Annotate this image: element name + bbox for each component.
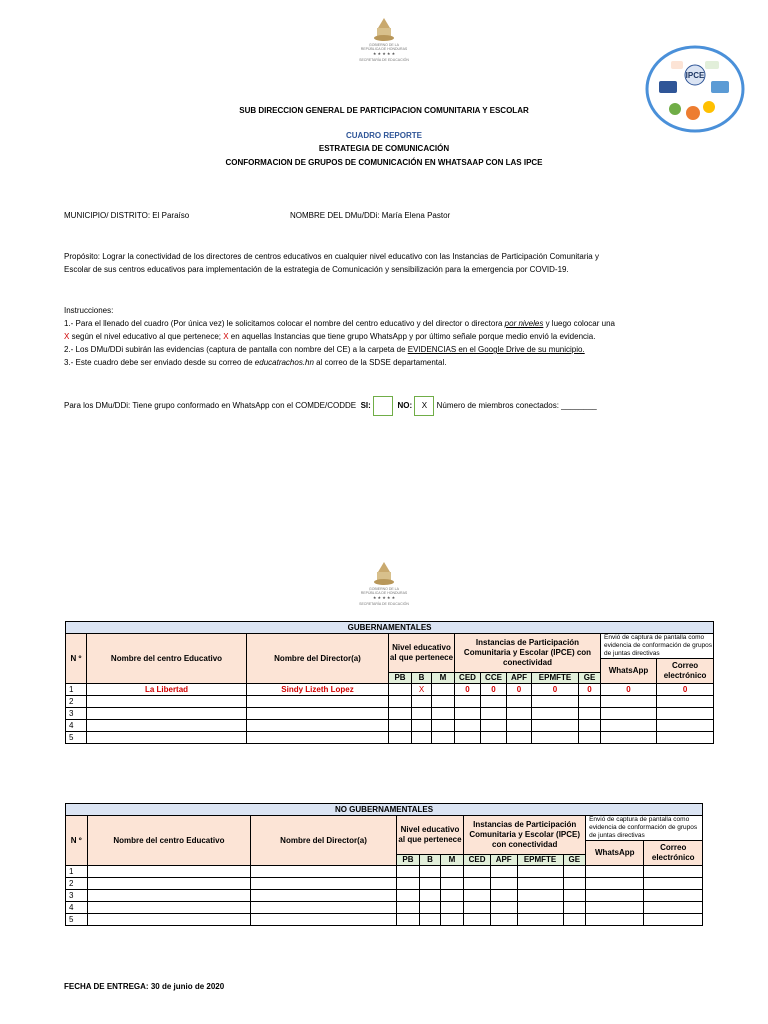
table-row: 5 [66, 732, 714, 744]
no-checkbox[interactable]: X [414, 396, 434, 416]
table-row: 2 [66, 878, 703, 890]
svg-text:★ ★ ★ ★ ★: ★ ★ ★ ★ ★ [372, 595, 396, 600]
centro-cell[interactable]: La Libertad [87, 684, 247, 696]
col-ced: CED [464, 855, 491, 866]
table-row: 1 [66, 866, 703, 878]
col-envio: Envió de captura de pantalla como evidencia de conformación de grupos de juntas directivas [586, 816, 703, 841]
ipce-logo [645, 45, 745, 135]
col-epmfte: EPMFTE [517, 855, 563, 866]
col-ge: GE [579, 673, 601, 684]
col-whatsapp: WhatsApp [586, 841, 644, 866]
col-correo: Correo electrónico [644, 841, 703, 866]
col-instancias: Instancias de Participación Comunitaria y Escolar (IPCE) con conectividad [464, 816, 586, 855]
table-title: NO GUBERNAMENTALES [66, 804, 703, 816]
col-whatsapp: WhatsApp [601, 659, 657, 684]
col-nivel: Nivel educativo al que pertenece [396, 816, 464, 855]
dmu-name-field: NOMBRE DEL DMu/DDi: María Elena Pastor [290, 211, 451, 220]
gubernamentales-table [65, 621, 714, 744]
col-centro: Nombre del centro Educativo [87, 634, 247, 684]
table-row: 5 [66, 914, 703, 926]
col-director: Nombre del Director(a) [247, 634, 389, 684]
table-row: 3 [66, 708, 714, 720]
svg-text:★ ★ ★ ★ ★: ★ ★ ★ ★ ★ [372, 51, 396, 56]
col-centro: Nombre del centro Educativo [87, 816, 251, 866]
col-b: B [412, 673, 432, 684]
si-checkbox[interactable] [373, 396, 393, 416]
svg-text:GOBIERNO DE LA: GOBIERNO DE LA [369, 43, 399, 47]
col-cce: CCE [481, 673, 507, 684]
col-correo: Correo electrónico [657, 659, 714, 684]
svg-text:SECRETARÍA DE EDUCACIÓN: SECRETARÍA DE EDUCACIÓN [359, 58, 409, 62]
strategy-title: ESTRATEGIA DE COMUNICACIÓN [318, 144, 450, 153]
col-ced: CED [455, 673, 481, 684]
table-row: 4 [66, 720, 714, 732]
svg-text:REPÚBLICA DE HONDURAS: REPÚBLICA DE HONDURAS [360, 47, 408, 51]
main-title: SUB DIRECCION GENERAL DE PARTICIPACION COMUNITARIA Y ESCOLAR [239, 106, 529, 115]
col-m: M [432, 673, 455, 684]
report-title: CUADRO REPORTE [345, 131, 422, 140]
government-seal-top [344, 14, 424, 68]
delivery-date: FECHA DE ENTREGA: 30 de junio de 2020 [64, 982, 225, 991]
col-ge: GE [563, 855, 586, 866]
director-cell[interactable]: Sindy Lizeth Lopez [247, 684, 389, 696]
col-apf: APF [507, 673, 532, 684]
col-pb: PB [396, 855, 420, 866]
col-director: Nombre del Director(a) [251, 816, 396, 866]
table-row: 4 [66, 902, 703, 914]
table-row: 1 La Libertad Sindy Lizeth Lopez X 0 0 0 0 0 0 0 [66, 684, 714, 696]
government-seal-middle [344, 558, 424, 612]
col-pb: PB [389, 673, 412, 684]
groups-title: CONFORMACION DE GRUPOS DE COMUNICACIÓN EN WHATSAAP CON LAS IPCE [225, 158, 543, 167]
comde-question-row: Para los DMu/DDi: Tiene grupo conformado en WhatsApp con el COMDE/CODDE SI: NO: X Número de miembros conectados: ________ [64, 396, 704, 416]
col-b: B [420, 855, 440, 866]
col-m: M [440, 855, 464, 866]
table-row: 2 [66, 696, 714, 708]
instructions: Instrucciones: 1.- Para el llenado del cuadro (Por única vez) le solicitamos colocar el nombre del centro educativo y del director o directora por niveles y luego colocar una X según el nivel educativo al que pertenece; X en aquellas Instancias que tiene grupo WhatsApp y por último señale porque medio envió la evidencia. 2.- Los DMu/DDi subirán las evidencias (captura de pantalla con nombre del CE) a la carpeta de EVIDENCIAS en el Google Drive de su municipio. 3.- Este cuadro debe ser enviado desde su correo de educatrachos.hn al correo de la SDSE departamental. [64, 306, 615, 367]
col-nivel: Nivel educativo al que pertenece [389, 634, 455, 673]
municipio-field: MUNICIPIO/ DISTRITO: El Paraíso [64, 211, 190, 220]
purpose-text: Propósito: Lograr la conectividad de los directores de centros educativos en cualquier nivel educativo con las Instancias de Participación Comunitaria y Escolar de sus centros educativos para implementación de la estrategia de Comunicación y sensibilización para la emergencia por COVID-19. [64, 252, 599, 274]
svg-text:IPCE: IPCE [685, 71, 705, 80]
svg-text:GOBIERNO DE LA: GOBIERNO DE LA [369, 587, 399, 591]
honduras-seal-icon [344, 14, 424, 66]
svg-text:SECRETARÍA DE EDUCACIÓN: SECRETARÍA DE EDUCACIÓN [359, 602, 409, 606]
honduras-seal-icon [344, 558, 424, 610]
col-num: N º [66, 816, 88, 866]
col-num: N º [66, 634, 87, 684]
col-instancias: Instancias de Participación Comunitaria y Escolar (IPCE) con conectividad [455, 634, 601, 673]
col-epmfte: EPMFTE [532, 673, 579, 684]
table-title: GUBERNAMENTALES [66, 622, 714, 634]
col-envio: Envió de captura de pantalla como evidencia de conformación de grupos de juntas directivas [601, 634, 714, 659]
no-gubernamentales-table [65, 803, 703, 926]
svg-text:REPÚBLICA DE HONDURAS: REPÚBLICA DE HONDURAS [360, 591, 408, 595]
col-apf: APF [490, 855, 517, 866]
table-row: 3 [66, 890, 703, 902]
